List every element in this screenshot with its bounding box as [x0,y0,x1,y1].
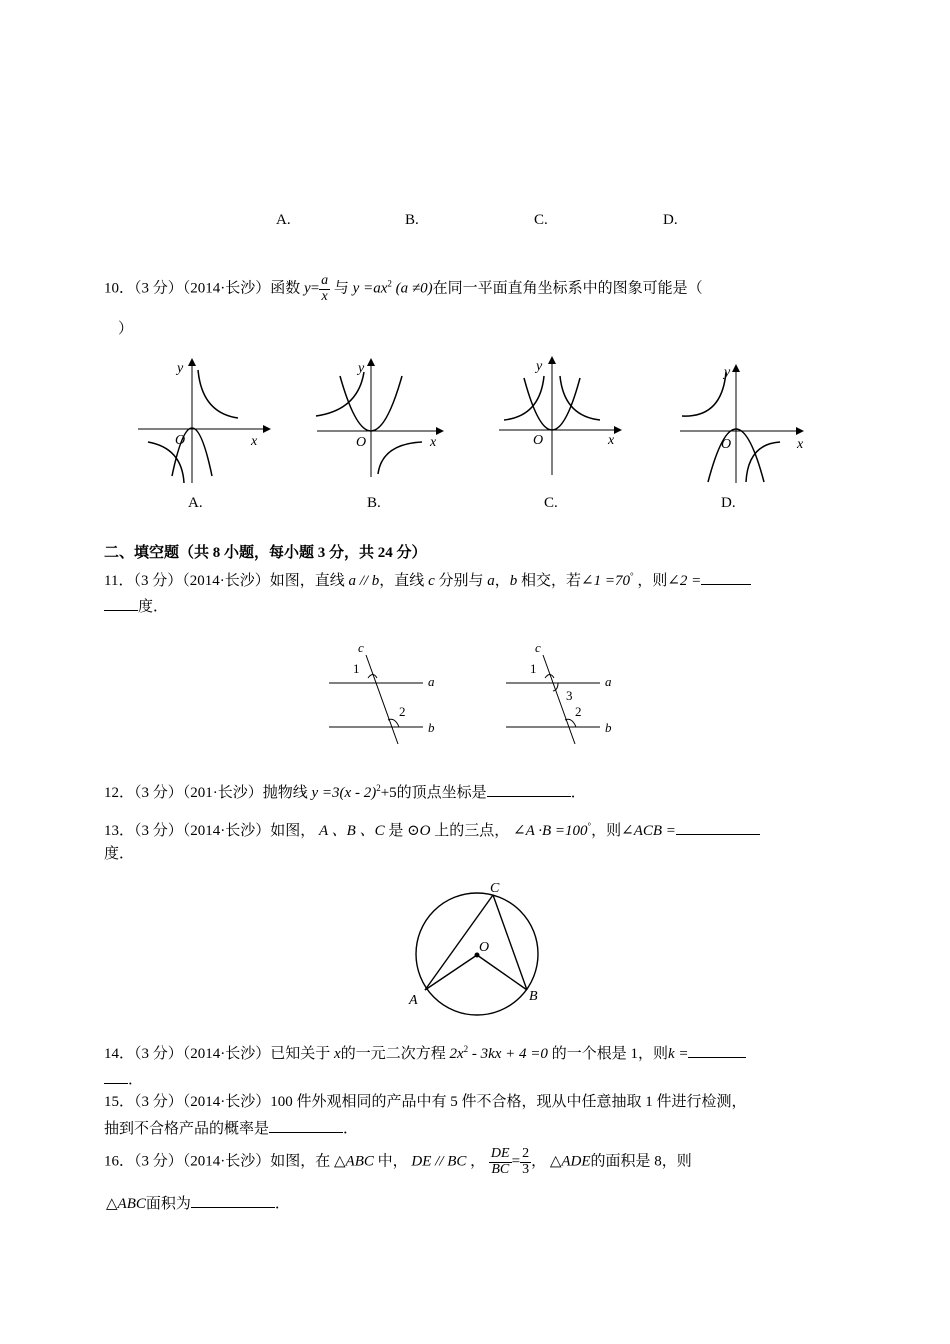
q14-answer-blank[interactable] [688,1043,746,1058]
q16-answer-blank[interactable] [191,1193,275,1208]
question-11-line1 [104,570,751,590]
fig2-label-a: a [605,674,612,689]
label-b: B [529,989,538,1004]
graph-a-x-arrow [263,425,271,433]
q11-m2: 分别与 [438,573,484,589]
q11-angle2: ∠2 = [667,573,702,589]
q10-graph-d [676,358,816,488]
question-12 [104,782,586,802]
q13-m1: 是 [388,823,404,839]
radius-oa [425,955,477,990]
q12-tail: 的顶点坐标是 [396,785,487,801]
graph-a-hyperbola-1 [198,370,238,418]
graph-b-y-arrow [367,358,375,366]
q13-m3: ，则 [591,823,622,839]
q16-m4: 的面积是 8，则 [590,1153,692,1170]
q13-tail: 度． [104,846,135,862]
q10-number: 10． [104,280,135,297]
q11-ab: a // b [348,573,380,589]
q16-f1-den: BC [491,1161,510,1177]
label-o: O [479,940,490,955]
q13-deg: ° [587,821,592,831]
fig1-angle-1-arc [368,675,377,679]
q13-points: A 、B 、C [319,823,385,839]
q14-x: x [334,1046,341,1062]
section-2-title: 二、填空题（共 8 小题，每小题 3 分，共 24 分） [104,545,427,561]
graph-c-y-label: y [536,359,543,374]
question-16-line2 [106,1193,290,1213]
q12-sup: 2 [376,783,381,793]
prev-option-c: C. [534,212,548,228]
q13-number: 13． [104,823,135,839]
question-11-line2 [104,596,168,616]
q16-fraction-1 [489,1147,512,1177]
q16-tri2: △ADE [549,1153,591,1170]
q11-answer-blank-cont[interactable] [104,596,138,611]
fig2-angle-1-arc [545,675,554,679]
q10-frac-num: a [321,273,329,288]
q12-meta: （3 分）（201·长沙）抛物线 [134,785,308,801]
chord-bc [493,895,527,990]
q11-m3: 相交，若 [521,573,582,589]
q10-expr: y =ax [352,280,388,297]
graph-b-origin: O [356,435,367,450]
q11-number: 11． [104,573,134,589]
q14-ask: k = [667,1046,689,1062]
q15-number: 15． [104,1094,135,1110]
graph-a-x-label: x [251,434,258,449]
q15-line1: （3 分）（2014·长沙）100 件外观相同的产品中有 5 件不合格，现从中任意抽取 1 件进行检测， [134,1094,747,1110]
label-c: C [490,881,500,896]
fig1-label-a: a [428,674,435,689]
graph-b-hyperbola-2 [378,442,422,474]
q11-tail: 度． [138,599,169,615]
fig2-label-2: 2 [575,704,582,719]
q11-deg: ° [629,571,634,581]
q16-parallel: DE // BC [411,1153,467,1170]
q16-m2: ， [470,1153,486,1170]
fig1-label-b: b [428,720,435,735]
graph-a-origin: O [175,433,186,448]
q16-line2a: △ABC [106,1196,146,1212]
graph-a-y-label: y [177,361,184,376]
q13-meta: （3 分）（2014·长沙）如图， [134,823,316,839]
graph-b-x-arrow [436,427,444,435]
q11-b: b [509,573,518,589]
prev-option-b: B. [405,212,419,228]
q12-number: 12． [104,785,135,801]
graph-d-y-arrow [732,364,740,372]
fig1-label-1: 1 [353,661,360,676]
graph-c-hyperbola-1 [504,376,544,420]
q14-answer-blank-cont[interactable] [104,1069,128,1084]
question-15-line1 [104,1093,747,1111]
q10-frac-den: x [321,288,328,304]
q14-sup: 2 [463,1044,469,1054]
q15-line2: 抽到不合格产品的概率是 [104,1121,270,1137]
graph-c-x-label: x [608,433,615,448]
q10-mid: 与 [333,280,349,297]
q12-expr2: (x - 2) [339,785,377,801]
fig2-label-1: 1 [530,661,537,676]
q10-close-paren: ） [118,321,134,337]
q10-meta: （3 分）（2014·长沙）函数 [134,280,301,297]
fig2-label-c: c [535,640,541,655]
q15-end: ． [343,1121,359,1137]
graph-b-y-label: y [358,361,365,376]
q14-eq1: 2x [449,1046,464,1062]
q11-comma: ， [494,573,510,589]
q14-m2: 的一个根是 1，则 [551,1046,668,1062]
q10-y: y [304,280,311,297]
fig2-label-3: 3 [566,688,573,703]
q10-eq: = [310,280,320,297]
q14-m1: 的一元二次方程 [340,1046,446,1062]
graph-a-y-arrow [188,358,196,366]
fig1-label-2: 2 [399,704,406,719]
q14-eq2: - 3kx + 4 =0 [468,1046,548,1062]
q13-m2: 上的三点， [434,823,510,839]
q11-a: a [487,573,495,589]
q11-angle1: ∠1 =70 [581,573,630,589]
q16-eq: = [511,1153,521,1170]
graph-c-x-arrow [614,426,622,434]
q11-figure-1 [325,638,455,748]
q16-f2-num: 2 [522,1146,530,1161]
q14-meta: （3 分）（2014·长沙）已知关于 [134,1046,331,1062]
question-14-line2 [104,1069,143,1089]
q14-number: 14． [104,1046,135,1062]
q11-answer-blank[interactable] [701,570,751,585]
q10-graph-a-label: A. [188,495,203,511]
q10-fraction [319,274,330,304]
q11-m1: ，直线 [379,573,425,589]
q16-fraction-2 [520,1147,531,1177]
question-16-line1 [104,1147,692,1177]
graph-d-x-label: x [797,437,804,452]
q10-graph-d-label: D. [721,495,736,511]
q10-tail: 在同一平面直角坐标系中的图象可能是（ [432,280,703,297]
q15-answer-blank[interactable] [269,1118,343,1133]
q12-expr1: y =3 [311,785,340,801]
graph-d-hyperbola-1 [682,372,726,416]
graph-d-origin: O [721,437,732,452]
q13-answer-blank[interactable] [676,820,760,835]
q16-meta: （3 分）（2014·长沙）如图，在 [134,1153,331,1170]
q12-expr3: +5 [380,785,397,801]
q16-m1: 中， [377,1153,408,1170]
q16-tri1: △ABC [334,1153,374,1170]
q16-f1-num: DE [490,1146,510,1161]
graph-c-y-arrow [548,356,556,364]
q14-end: ． [128,1072,144,1088]
fig1-label-c: c [358,640,364,655]
q13-circle: ⊙O [407,823,431,839]
q11-m4: ，则 [637,573,668,589]
q10-sup: 2 [387,278,392,289]
graph-c-hyperbola-2 [560,376,600,420]
graph-c-origin: O [533,433,544,448]
q16-f2-den: 3 [522,1161,530,1177]
q13-ask: ∠ACB = [621,823,676,839]
q16-m3: ， [531,1153,547,1170]
q10-graph-b-label: B. [367,495,381,511]
fig2-label-b: b [605,720,612,735]
q10-graph-c-label: C. [544,495,558,511]
q10-graph-c [494,350,634,480]
q11-figure-2 [502,638,632,748]
question-13-line1 [104,820,760,840]
q16-number: 16． [104,1153,135,1170]
question-15-line2 [104,1118,358,1138]
q11-c: c [428,573,435,589]
q10-graph-a [130,358,270,488]
radius-ob [477,955,527,990]
q16-line2b: 面积为 [145,1196,191,1212]
label-a: A [409,993,418,1008]
q11-meta: （3 分）（2014·长沙）如图，直线 [133,573,345,589]
prev-option-a: A. [276,212,291,228]
q10-graph-b [312,350,452,480]
q12-end: ． [570,785,586,801]
q16-end: ． [274,1196,290,1212]
q10-cond: (a ≠0) [395,280,433,297]
graph-d-x-arrow [796,427,804,435]
q13-angle: ∠A ·B =100 [513,823,588,839]
q13-circle-figure [405,876,555,1016]
question-10-line1 [104,274,703,304]
q12-answer-blank[interactable] [487,782,571,797]
prev-option-d: D. [663,212,678,228]
fig1-line-c [366,655,398,744]
graph-b-x-label: x [430,435,437,450]
question-14-line1 [104,1043,746,1063]
graph-d-y-label: y [724,365,731,380]
